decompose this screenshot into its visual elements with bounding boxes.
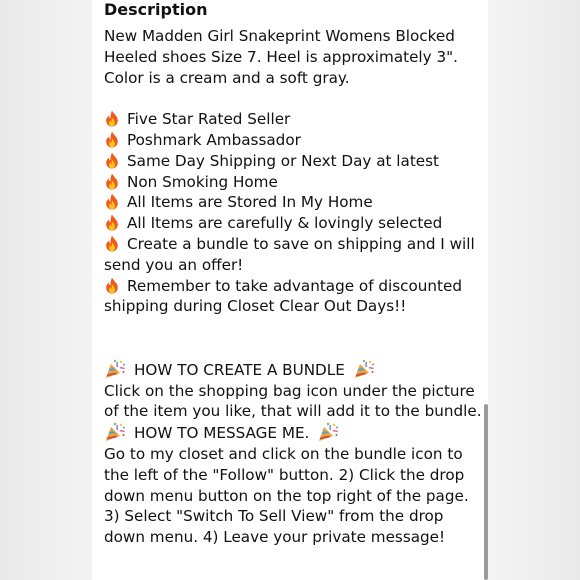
feature-text: Poshmark Ambassador: [127, 130, 301, 149]
party-popper-emoji-icon: [104, 422, 126, 442]
feature-text: Five Star Rated Seller: [127, 110, 291, 129]
right-margin: [488, 0, 580, 580]
fire-emoji-icon: [104, 173, 120, 190]
left-margin: [0, 0, 92, 580]
message-section-title: [104, 422, 484, 444]
feature-item: [104, 109, 484, 130]
fire-emoji-icon: [104, 277, 120, 294]
description-panel: [92, 0, 488, 580]
feature-item: [104, 213, 484, 234]
fire-emoji-icon: [104, 110, 120, 127]
feature-text: Create a bundle to save on shipping and I will send you an offer!: [104, 234, 475, 274]
bundle-instructions: Click on the shopping bag icon under the picture of the item you like, that will add it to the bundle.: [104, 381, 482, 421]
scrollbar-thumb[interactable]: [484, 404, 488, 580]
feature-item: [104, 192, 484, 213]
fire-emoji-icon: [104, 235, 120, 252]
party-popper-emoji-icon: [353, 359, 375, 379]
message-instructions: Go to my closet and click on the bundle icon to the left of the "Follow" button. 2) Click the drop down menu button on the top right of the page. 3) Select "Switch To Sell View" from the drop down menu. 4) Leave your private message!: [104, 444, 469, 547]
fire-emoji-icon: [104, 214, 120, 231]
fire-emoji-icon: [104, 152, 120, 169]
feature-item: [104, 172, 484, 193]
message-title-text: HOW TO MESSAGE ME.: [134, 424, 310, 443]
party-popper-emoji-icon: [317, 422, 339, 442]
party-popper-emoji-icon: [104, 359, 126, 379]
feature-text: All Items are carefully & lovingly selected: [127, 214, 443, 233]
bundle-section-title: [104, 359, 484, 381]
feature-item: [104, 130, 484, 151]
feature-text: All Items are Stored In My Home: [127, 193, 373, 212]
fire-emoji-icon: [104, 193, 120, 210]
bundle-title-text: HOW TO CREATE A BUNDLE: [134, 360, 345, 379]
description-heading: Description: [104, 0, 208, 19]
description-intro: New Madden Girl Snakeprint Womens Blocked Heeled shoes Size 7. Heel is approximately 3". Color is a cream and a soft gray.: [104, 27, 458, 87]
feature-item: [104, 151, 484, 172]
feature-item: [104, 234, 484, 276]
feature-text: Remember to take advantage of discounted shipping during Closet Clear Out Days!!: [104, 276, 462, 316]
feature-text: Non Smoking Home: [127, 172, 278, 191]
feature-text: Same Day Shipping or Next Day at latest: [127, 151, 439, 170]
fire-emoji-icon: [104, 131, 120, 148]
spacer: [104, 88, 484, 109]
feature-item: [104, 276, 484, 318]
spacer: [104, 317, 484, 359]
description-content: [104, 0, 484, 548]
